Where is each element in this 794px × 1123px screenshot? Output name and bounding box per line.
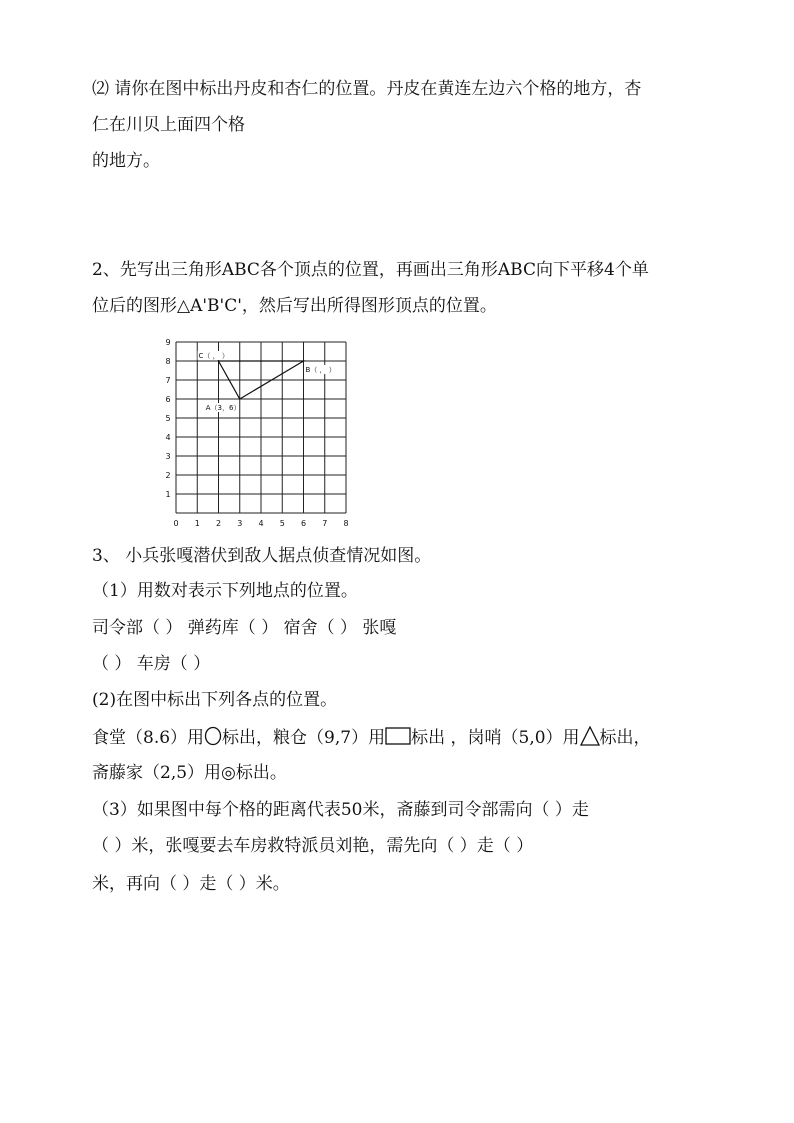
y-tick-label: 3 bbox=[165, 452, 171, 461]
q3-saito-line: 斋藤家（2,5）用◎标出。 bbox=[92, 763, 287, 783]
q3-locations-line2: （ ） 车房（ ） bbox=[92, 654, 211, 674]
x-tick-label: 7 bbox=[322, 519, 328, 528]
q3-sub1: （1）用数对表示下列地点的位置。 bbox=[92, 581, 358, 601]
x-tick-label: 6 bbox=[300, 519, 307, 528]
x-tick-label: 0 bbox=[173, 519, 179, 528]
y-tick-label: 9 bbox=[165, 338, 171, 347]
y-tick-label: 1 bbox=[165, 490, 171, 499]
q1-part2-line2: 仁在川贝上面四个格 bbox=[92, 115, 245, 135]
rectangle-symbol-icon bbox=[385, 726, 411, 746]
q3-locations-line1: 司令部（ ） 弹药库（ ） 宿舍（ ） 张嘎 bbox=[92, 618, 397, 638]
post-end-text: 标出， bbox=[599, 728, 651, 748]
vertex-label-b: B（ ， ） bbox=[305, 366, 336, 374]
vertex-label-a: A（3，6） bbox=[205, 404, 241, 412]
x-tick-label: 3 bbox=[237, 519, 243, 528]
vertex-label-c: C（ ， ） bbox=[198, 352, 229, 360]
x-tick-label: 8 bbox=[343, 519, 349, 528]
y-tick-label: 6 bbox=[165, 395, 171, 404]
circle-symbol-icon bbox=[204, 726, 222, 746]
q3-sub3-line3: 米，再向（ ）走（ ）米。 bbox=[92, 874, 290, 894]
q3-sub3-line1: （3）如果图中每个格的距离代表50米，斋藤到司令部需向（ ）走 bbox=[92, 800, 589, 820]
canteen-end-text: 标出，粮仓（9,7）用 bbox=[222, 728, 386, 748]
y-tick-label: 8 bbox=[165, 357, 171, 366]
triangle-symbol-icon bbox=[580, 726, 600, 746]
x-tick-label: 2 bbox=[215, 519, 222, 528]
x-tick-label: 4 bbox=[258, 519, 264, 528]
canteen-text: 食堂（8.6）用 bbox=[92, 728, 205, 748]
x-tick-label: 5 bbox=[279, 519, 285, 528]
granary-end-text: 标出 ，岗哨（5,0）用 bbox=[411, 728, 580, 748]
x-tick-label: 1 bbox=[194, 519, 200, 528]
y-tick-label: 4 bbox=[165, 433, 171, 442]
y-tick-label: 5 bbox=[165, 414, 171, 423]
q3-mark-line bbox=[92, 726, 651, 749]
q2-line1: 2、先写出三角形ABC各个顶点的位置，再画出三角形ABC向下平移4个单 bbox=[92, 260, 649, 280]
q3-sub3-line2: （ ）米，张嘎要去车房救特派员刘艳，需先向（ ）走（ ） bbox=[92, 836, 534, 856]
q2-line2: 位后的图形△A'B'C'，然后写出所得图形顶点的位置。 bbox=[92, 296, 497, 316]
coordinate-grid bbox=[156, 333, 356, 533]
y-tick-label: 7 bbox=[165, 376, 171, 385]
q3-title: 3、 小兵张嘎潜伏到敌人据点侦查情况如图。 bbox=[92, 546, 432, 566]
q3-sub2: (2)在图中标出下列各点的位置。 bbox=[92, 690, 338, 710]
y-tick-label: 2 bbox=[165, 471, 171, 480]
q1-part2-line1: ⑵ 请你在图中标出丹皮和杏仁的位置。丹皮在黄连左边六个格的地方，杏 bbox=[92, 79, 642, 99]
q1-part2-line3: 的地方。 bbox=[92, 151, 160, 171]
